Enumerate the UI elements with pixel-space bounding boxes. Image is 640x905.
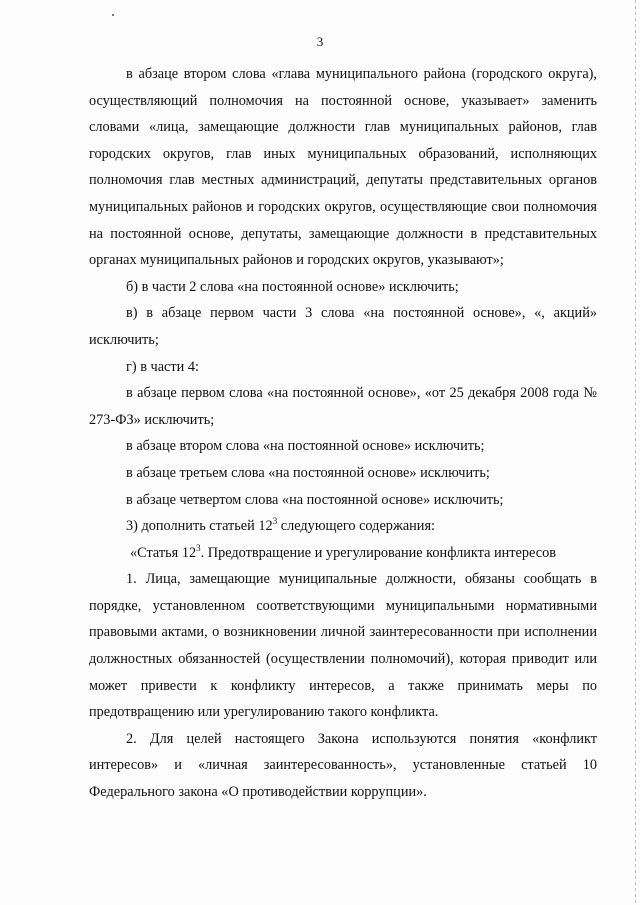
page-number: 3 — [316, 34, 324, 49]
paragraph: б) в части 2 слова «на постоянной основе» исключить; — [126, 278, 459, 295]
article-paragraph: 1. Лица, замещающие муниципальные должности, обязаны сообщать в порядке, установленном соответствующими муниципальными нормативными правовыми актами, о возникновении личной заинтересованности при исполнении должностных обязанностей (осуществлении полномочий), которая приводит или может привести к конфликту интересов, а также принимать меры по предотвращению или урегулированию такого конфликта. — [89, 571, 597, 721]
addition-text-end: следующего содержания: — [277, 518, 436, 535]
paragraph: в абзаце четвертом слова «на постоянной основе» исключить; — [126, 491, 504, 508]
article-paragraph: 2. Для целей настоящего Закона используются понятия «конфликт интересов» и «личная заинтересованность», установленные статьей 10 Федерального закона «О противодействии коррупции». — [89, 730, 597, 801]
superscript: 3 — [272, 516, 278, 527]
paragraph: в абзаце третьем слова «на постоянной основе» исключить; — [126, 464, 490, 481]
superscript: 3 — [196, 542, 201, 553]
paragraph: в абзаце втором слова «на постоянной основе» исключить; — [126, 438, 485, 455]
addition-line — [89, 513, 597, 540]
scan-speck — [112, 14, 114, 16]
addition-text: 3) дополнить статьей 12 — [126, 518, 273, 535]
document-body — [89, 61, 597, 806]
scan-edge — [635, 0, 636, 905]
paragraph: в абзаце втором слова «глава муниципального района (городского округа), осуществляющий полномочия на постоянной основе, указывает» заменить словами «лица, замещающие должности глав муниципальных районов, глав городских округов, глав иных муниципальных образований, исполняющих полномочия глав местных администраций, депутаты представительных органов муниципальных районов и городских округов, осуществляющие свои полномочия на постоянной основе, депутаты, замещающие должности в представительных органах муниципальных районов и городских округов, указывают»; — [89, 66, 597, 269]
paragraph: в) в абзаце первом части 3 слова «на постоянной основе», «, акций» исключить; — [89, 305, 597, 348]
article-title-end: . Предотвращение и урегулирование конфликта интересов — [200, 544, 556, 561]
paragraph: в абзаце первом слова «на постоянной основе», «от 25 декабря 2008 года № 273-ФЗ» исключить; — [89, 385, 597, 428]
paragraph: г) в части 4: — [126, 358, 199, 375]
article-title-start: «Статья 12 — [130, 544, 197, 561]
article-title — [89, 540, 597, 567]
